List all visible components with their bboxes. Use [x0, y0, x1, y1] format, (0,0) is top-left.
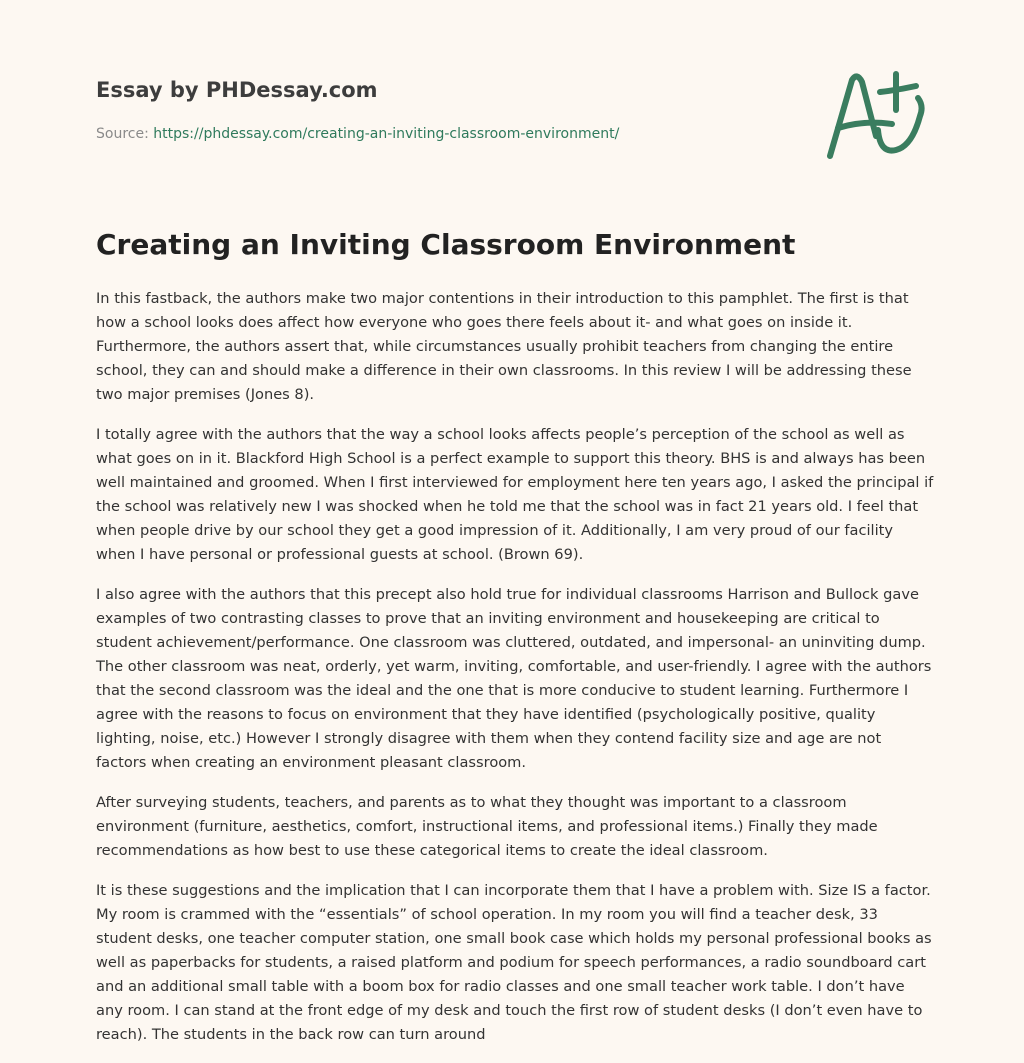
a-plus-grade-icon	[820, 66, 930, 166]
essay-paragraph: After surveying students, teachers, and parents as to what they thought was important to a classroom environment (furniture, aesthetics, comfort, instructional items, and professional items.) Finally they made recommendations as how best to use these categorical items to create the ideal classroom.	[96, 794, 878, 859]
essay-header	[96, 76, 796, 144]
essay-paragraph: In this fastback, the authors make two major contentions in their introduction to this pamphlet. The first is that how a school looks does affect how everyone who goes there feels about it- and what goes on inside it. Furthermore, the authors assert that, while circumstances usually prohibit teachers from changing the entire school, they can and should make a difference in their own classrooms. In this review I will be addressing these two major premises (Jones 8).	[96, 290, 912, 403]
source-line	[96, 124, 796, 144]
essay-title: Creating an Inviting Classroom Environment	[96, 228, 796, 261]
essay-paragraph: I also agree with the authors that this precept also hold true for individual classrooms Harrison and Bullock gave examples of two contrasting classes to prove that an inviting environment and housekeeping are critical to student achievement/performance. One classroom was cluttered, outdated, and impersonal- an uninviting dump. The other classroom was neat, orderly, yet warm, inviting, comfortable, and user-friendly. I agree with the authors that the second classroom was the ideal and the one that is more conducive to student learning. Furthermore I agree with the reasons to focus on environment that they have identified (psychologically positive, quality lighting, noise, etc.) However I strongly disagree with them when they contend facility size and age are not factors when creating an environment pleasant classroom.	[96, 586, 932, 771]
site-brand: Essay by PHDessay.com	[96, 78, 378, 102]
source-label: Source:	[96, 126, 149, 142]
essay-body	[96, 287, 934, 1063]
essay-paragraph: It is these suggestions and the implication that I can incorporate them that I have a problem with. Size IS a factor. My room is crammed with the “essentials” of school operation. In my room you will find a teacher desk, 33 student desks, one teacher computer station, one small book case which holds my personal professional books as well as paperbacks for students, a raised platform and podium for speech performances, a radio soundboard cart and an additional small table with a boom box for radio classes and one small teacher work table. I don’t have any room. I can stand at the front edge of my desk and touch the first row of student desks (I don’t even have to reach). The students in the back row can turn around	[96, 882, 932, 1043]
source-link[interactable]: https://phdessay.com/creating-an-inviting-classroom-environment/	[153, 126, 620, 142]
essay-paragraph: I totally agree with the authors that the way a school looks affects people’s perception of the school as well as what goes on in it. Blackford High School is a perfect example to support this theory. BHS is and always has been well maintained and groomed. When I first interviewed for employment here ten years ago, I asked the principal if the school was relatively new I was shocked when he told me that the school was in fact 21 years old. I feel that when people drive by our school they get a good impression of it. Additionally, I am very proud of our facility when I have personal or professional guests at school. (Brown 69).	[96, 426, 934, 563]
